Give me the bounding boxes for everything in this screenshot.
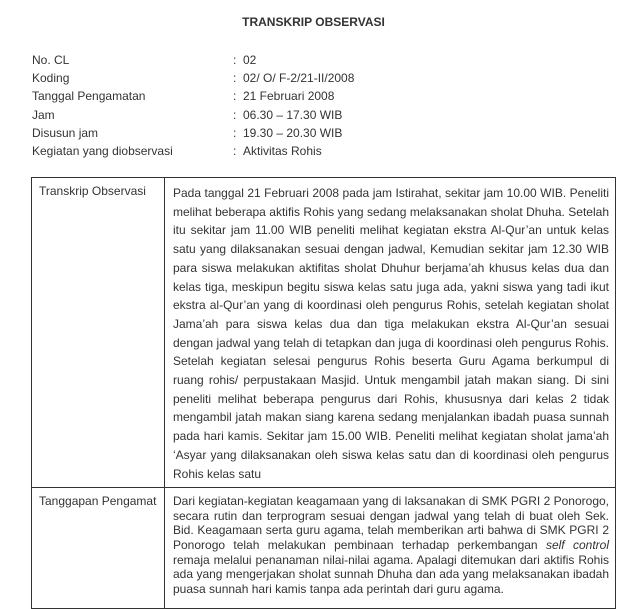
meta-colon: :: [233, 89, 237, 104]
meta-label: Koding: [32, 71, 70, 86]
meta-label: Disusun jam: [32, 125, 99, 140]
meta-colon: :: [233, 125, 237, 140]
table-row-tanggapan: [32, 488, 616, 609]
tanggapan-text-part-2: remaja melalui penanaman nilai-nilai agama. Apalagi ditemukan dari aktifis Rohis ada yang mengerjakan sholat sunnah Dhuha dan ada yang melaksanakan ibadah puasa sunnah hari kamis tanpa ada perintah dari guru agama.: [173, 552, 609, 596]
observation-table: [31, 177, 616, 609]
table-row-transkrip: [32, 178, 616, 488]
meta-row-no-cl: [32, 51, 612, 69]
tanggapan-text-part-1: Dari kegiatan-kegiatan keagamaan yang di laksanakan di SMK PGRI 2 Ponorogo, secara rutin dan terprogram sesuai dengan jadwal yang telah di buat oleh Sek. Bid. Keagamaan serta guru agama, telah memberikan arti bahwa di SMK PGRI 2 Ponorogo telah melakukan pembinaan terhadap perkembangan: [173, 494, 609, 553]
transkrip-text: Pada tanggal 21 Februari 2008 pada jam Istirahat, sekitar jam 10.00 WIB. Peneliti melihat beberapa aktifis Rohis yang sedang melaksanakan sholat Dhuha. Setelah itu sekitar jam 11.00 WIB peneliti melihat kegiatan ekstra Al-Qur’an untuk kelas satu yang dilaksanakan sesuai dengan jadwal, Kemudian sekitar jam 12.30 WIB para siswa melakukan aktifitas sholat Dhuhur berjama’ah khusus kelas dua dan kelas tiga, meskipun begitu siswa kelas satu juga ada, yakni siswa yang tadi ikut ekstra al-Qur’an yang di koordinasi oleh pengurus Rohis, setelah kegiatan sholat Jama’ah para siswa kelas dua dan tiga melakukan ekstra Al-Qur’an sesuai dengan jadwal yang telah di tetapkan dan juga di koordinasi oleh pengurus Rohis. Setelah kegiatan selesai pengurus Rohis beserta Guru Agama berkumpul di ruang rohis/ perpustakaan Masjid. Untuk mengambil jatah makan siang. Di sini peneliti melihat beberapa pengurus dari Rohis, khususnya dari kelas 2 tidak mengambil jatah makan siang karena sedang menjalankan ibadah puasa sunnah pada hari kamis. Sekitar jam 15.00 WIB. Peneliti melihat kegiatan sholat jama’ah ‘Asyar yang dilaksanakan oleh siswa kelas satu dan di koordinasi oleh pengurus Rohis kelas satu: [165, 178, 616, 488]
meta-row-jam: [32, 106, 612, 124]
meta-colon: :: [233, 107, 237, 122]
tanggapan-text-italic: self control: [545, 538, 609, 553]
meta-colon: :: [233, 71, 237, 86]
meta-row-tanggal: [32, 87, 612, 105]
meta-value: Aktivitas Rohis: [243, 143, 322, 158]
meta-value: 02: [243, 53, 257, 67]
page-title: TRANSKRIP OBSERVASI: [242, 15, 385, 29]
tanggapan-label: Tanggapan Pengamat: [32, 488, 165, 609]
tanggapan-text: [165, 488, 616, 609]
meta-label: Kegiatan yang diobservasi: [32, 143, 173, 158]
meta-value: 06.30 – 17.30 WIB: [243, 107, 343, 122]
meta-colon: :: [233, 143, 237, 158]
meta-label: No. CL: [32, 53, 70, 67]
observation-metadata: [32, 51, 612, 160]
meta-value: 19.30 – 20.30 WIB: [243, 125, 343, 140]
transkrip-label: Transkrip Observasi: [32, 178, 165, 488]
meta-value: 21 Februari 2008: [243, 89, 335, 104]
meta-value: 02/ O/ F-2/21-II/2008: [243, 71, 355, 86]
meta-label: Jam: [32, 107, 55, 122]
meta-colon: :: [233, 53, 237, 67]
meta-row-kegiatan: [32, 142, 612, 160]
meta-row-koding: [32, 69, 612, 87]
meta-label: Tanggal Pengamatan: [32, 89, 146, 104]
meta-row-disusun: [32, 124, 612, 142]
